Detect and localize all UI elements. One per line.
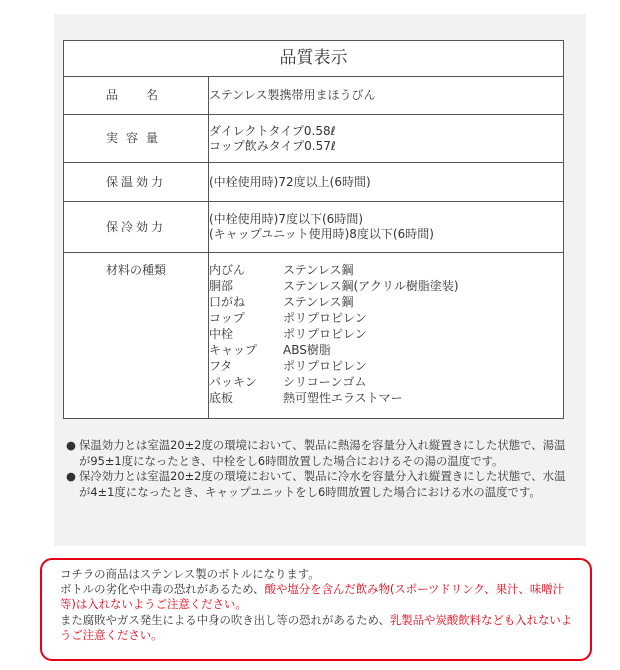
row-value-materials xyxy=(209,253,564,419)
material-part: パッキン xyxy=(209,375,257,389)
row-value-cold-retention xyxy=(209,202,564,253)
warning-line-1: コチラの商品はステンレス製のボトルになります。 xyxy=(60,567,320,581)
value-line: コップ飲みタイプ0.57ℓ xyxy=(209,138,336,153)
material-name: ポリプロピレン xyxy=(283,359,367,373)
value-line: (キャップユニット使用時)8度以下(6時間) xyxy=(209,227,434,241)
material-name: ステンレス鋼 xyxy=(283,295,354,309)
warning-text: ボトルの劣化や中毒の恐れがあるため、 xyxy=(60,582,265,597)
note-text: 保温効力とは室温20±2度の環境において、製品に熱湯を容量分入れ縦置きにした状態で、湯温が95±1度になったとき、中栓をし6時間放置した場合におけるその湯の温度です。 xyxy=(79,438,566,468)
material-part: 胴部 xyxy=(209,279,234,293)
value-line: ダイレクトタイプ0.58ℓ xyxy=(209,123,336,138)
material-name: ステンレス鋼 xyxy=(283,263,354,277)
row-label-product-name: 品 名 xyxy=(64,77,209,115)
value-line: (中栓使用時)72度以上(6時間) xyxy=(209,174,371,189)
material-name: ステンレス鋼(アクリル樹脂塗装) xyxy=(283,279,459,293)
row-value-heat-retention xyxy=(209,163,564,202)
material-name: ポリプロピレン xyxy=(283,327,367,341)
warning-paragraph-3 xyxy=(60,613,576,643)
table-row xyxy=(64,163,564,202)
row-label-cold-retention: 保冷効力 xyxy=(64,202,209,253)
material-part: キャップ xyxy=(209,343,258,357)
material-name: ポリプロピレン xyxy=(283,311,367,325)
bullet-icon: ● xyxy=(66,438,76,452)
notes xyxy=(66,438,571,500)
quality-label-table xyxy=(63,40,564,419)
material-part: 底板 xyxy=(209,391,234,405)
value-line: (中栓使用時)7度以下(6時間) xyxy=(209,212,363,226)
material-name: シリコーンゴム xyxy=(283,375,367,389)
material-part: 内びん xyxy=(209,263,246,277)
table-row xyxy=(64,115,564,163)
row-value-product-name xyxy=(209,77,564,115)
warning-paragraph-2 xyxy=(60,582,576,612)
material-name: 熱可塑性エラストマー xyxy=(283,391,403,405)
warning-highlight: 乳製品や炭酸飲料なども入れないようご注意ください。 xyxy=(60,612,573,642)
warning-box xyxy=(40,558,592,661)
table-row xyxy=(64,77,564,115)
row-label-materials: 材料の種類 xyxy=(64,253,209,419)
row-label-heat-retention: 保温効力 xyxy=(64,163,209,202)
material-part: 中栓 xyxy=(209,327,234,341)
table-row xyxy=(64,253,564,419)
row-label-capacity: 実容量 xyxy=(64,115,209,163)
value-line: ステンレス製携帯用まほうびん xyxy=(209,88,376,102)
table-title: 品質表示 xyxy=(64,41,564,77)
materials-list xyxy=(209,253,563,406)
material-part: 口がね xyxy=(209,295,246,309)
warning-text: また腐敗やガス発生による中身の吹き出し等の恐れがあるため、 xyxy=(60,612,390,627)
material-part: コップ xyxy=(209,311,245,325)
warning-highlight: 酸や塩分を含んだ飲み物(スポーツドリンク、果汁、味噌汁等)は入れないようご注意ください。 xyxy=(60,582,565,612)
material-name: ABS樹脂 xyxy=(283,343,331,357)
note-heat-retention xyxy=(66,438,571,469)
material-part: フタ xyxy=(209,359,233,373)
row-value-capacity xyxy=(209,115,564,163)
note-cold-retention xyxy=(66,469,571,500)
bullet-icon: ● xyxy=(66,469,76,483)
note-text: 保冷効力とは室温20±2度の環境において、製品に冷水を容量分入れ縦置きにした状態で、水温が4±1度になったとき、キャップユニットをし6時間放置した場合における水の温度です。 xyxy=(79,469,566,499)
table-row xyxy=(64,202,564,253)
